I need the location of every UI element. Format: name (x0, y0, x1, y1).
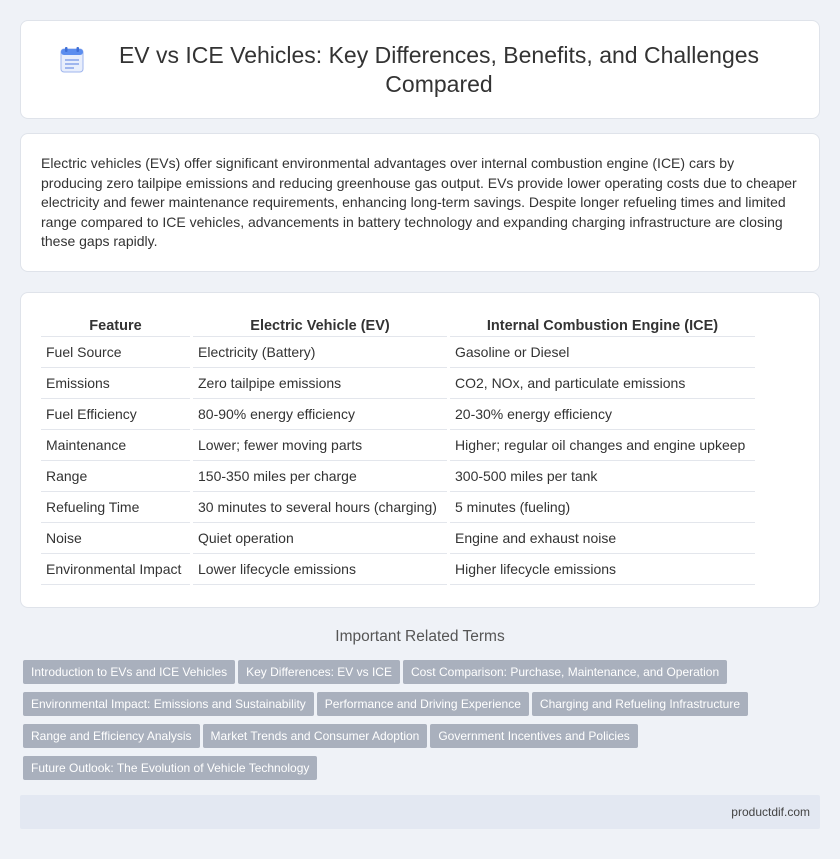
page-title: EV vs ICE Vehicles: Key Differences, Benefits, and Challenges Compared (118, 41, 760, 97)
cell-feature: Maintenance (41, 430, 190, 461)
cell-ev: Quiet operation (193, 523, 447, 554)
cell-feature: Fuel Efficiency (41, 399, 190, 430)
cell-feature: Refueling Time (41, 492, 190, 523)
column-header-ev: Electric Vehicle (EV) (193, 315, 447, 337)
column-header-feature: Feature (41, 315, 190, 337)
table-row (41, 399, 755, 430)
table-row (41, 368, 755, 399)
table-row (41, 461, 755, 492)
table-header-row (41, 315, 755, 337)
table-row (41, 554, 755, 585)
related-term-tag[interactable]: Performance and Driving Experience (317, 692, 529, 716)
column-header-ice: Internal Combustion Engine (ICE) (450, 315, 755, 337)
related-terms-list (23, 660, 803, 788)
cell-ev: Zero tailpipe emissions (193, 368, 447, 399)
cell-ice: Higher; regular oil changes and engine upkeep (450, 430, 755, 461)
related-term-tag[interactable]: Market Trends and Consumer Adoption (203, 724, 428, 748)
footer (20, 795, 820, 829)
cell-ev: 80-90% energy efficiency (193, 399, 447, 430)
cell-ev: Lower; fewer moving parts (193, 430, 447, 461)
cell-ice: 5 minutes (fueling) (450, 492, 755, 523)
cell-ice: Higher lifecycle emissions (450, 554, 755, 585)
related-term-tag[interactable]: Introduction to EVs and ICE Vehicles (23, 660, 235, 684)
related-term-tag[interactable]: Key Differences: EV vs ICE (238, 660, 400, 684)
related-term-tag[interactable]: Future Outlook: The Evolution of Vehicle Technology (23, 756, 317, 780)
comparison-table (38, 315, 758, 585)
cell-ice: 300-500 miles per tank (450, 461, 755, 492)
cell-feature: Fuel Source (41, 337, 190, 368)
comparison-table-card (20, 292, 820, 608)
related-term-tag[interactable]: Environmental Impact: Emissions and Sustainability (23, 692, 314, 716)
document-icon (60, 47, 84, 73)
table-body (41, 337, 755, 585)
intro-text: Electric vehicles (EVs) offer significant environmental advantages over internal combustion engine (ICE) cars by producing zero tailpipe emissions and reducing greenhouse gas output. EVs provide lower operating costs due to cheaper electricity and fewer maintenance requirements, enhancing long-term savings. Despite longer refueling times and limited range compared to ICE vehicles, advancements in battery technology and expanding charging infrastructure are closing these gaps rapidly. (41, 155, 797, 249)
related-term-tag[interactable]: Government Incentives and Policies (430, 724, 637, 748)
cell-ev: Lower lifecycle emissions (193, 554, 447, 585)
cell-feature: Noise (41, 523, 190, 554)
cell-ice: 20-30% energy efficiency (450, 399, 755, 430)
header-card (20, 20, 820, 119)
cell-feature: Range (41, 461, 190, 492)
cell-feature: Environmental Impact (41, 554, 190, 585)
related-term-tag[interactable]: Charging and Refueling Infrastructure (532, 692, 748, 716)
table-row (41, 337, 755, 368)
cell-ev: 30 minutes to several hours (charging) (193, 492, 447, 523)
intro-card (20, 133, 820, 272)
table-row (41, 492, 755, 523)
related-terms-title: Important Related Terms (335, 628, 505, 645)
table-row (41, 523, 755, 554)
cell-ice: Engine and exhaust noise (450, 523, 755, 554)
footer-site-link[interactable]: productdif.com (731, 805, 810, 819)
related-term-tag[interactable]: Range and Efficiency Analysis (23, 724, 200, 748)
cell-ice: CO2, NOx, and particulate emissions (450, 368, 755, 399)
cell-ev: 150-350 miles per charge (193, 461, 447, 492)
table-row (41, 430, 755, 461)
cell-ev: Electricity (Battery) (193, 337, 447, 368)
cell-ice: Gasoline or Diesel (450, 337, 755, 368)
cell-feature: Emissions (41, 368, 190, 399)
related-term-tag[interactable]: Cost Comparison: Purchase, Maintenance, and Operation (403, 660, 727, 684)
